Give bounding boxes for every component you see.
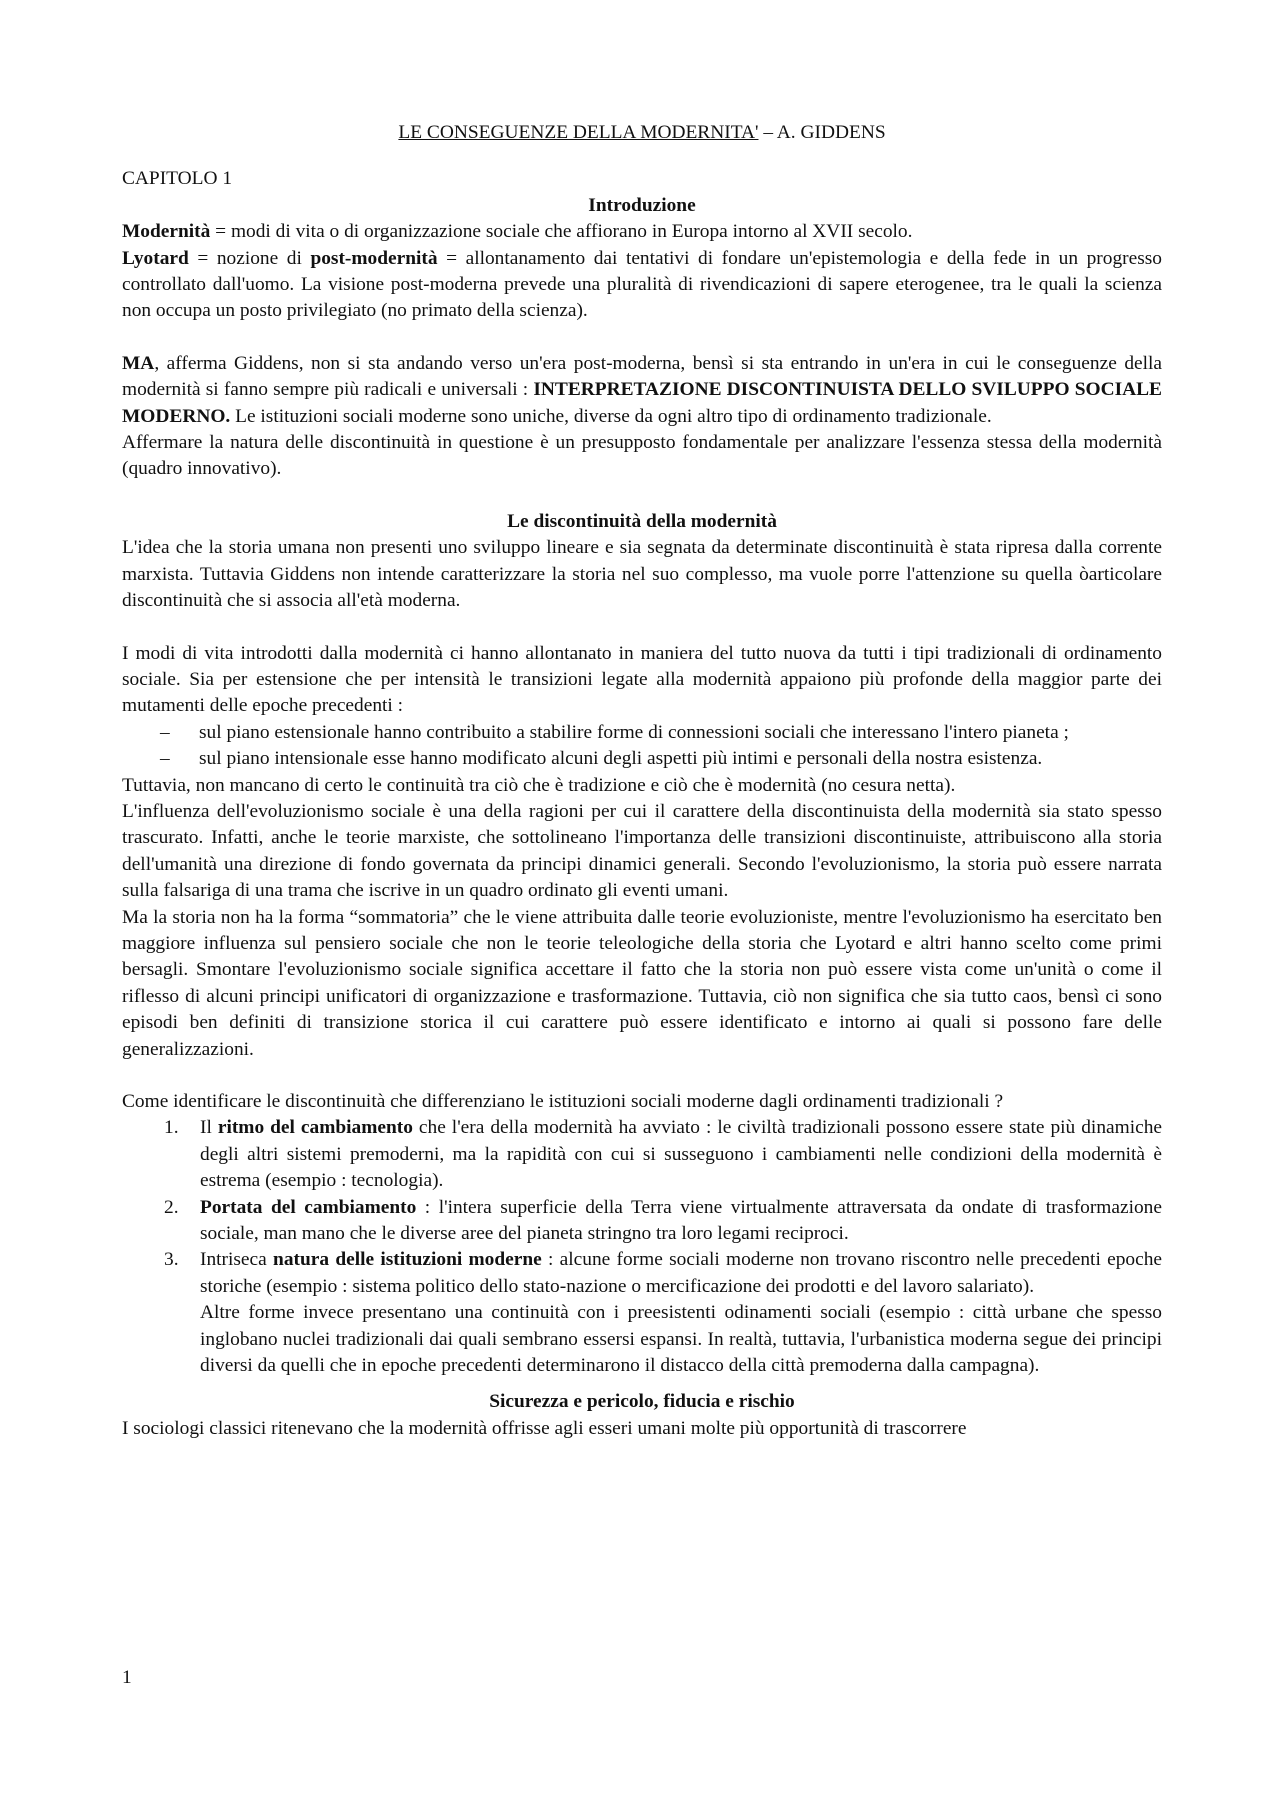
list-item: 3. Intriseca natura delle istituzioni moderne : alcune forme sociali moderne non trovano riscontro nelle precedenti epoche storiche (esempio : sistema politico dello stato-nazione o mercificazione dei prodotti e del lavoro salariato). [164,1249,1162,1297]
page-number: 1 [122,1667,132,1688]
list-item: 2. Portata del cambiamento : l'intera superficie della Terra viene virtualmente attraversata da ondate di trasformazione sociale, man mano che le diverse aree del pianeta stringno tra loro legami reciproci. [164,1196,1162,1245]
dash-marker: – [160,748,170,770]
title-main: LE CONSEGUENZE DELLA MODERNITA' [398,122,759,143]
paragraph: I modi di vita introdotti dalla modernità ci hanno allontanato in maniera del tutto nuova da tutti i tipi tradizionali di ordinamento sociale. Sia per estensione che per intensità le transizioni legate alla modernità appaiono più profonde della maggior parte dei mutamenti delle epoche precedenti : [122,642,1162,717]
list-item: – sul piano estensionale hanno contribuito a stabilire forme di connessioni sociali che interessano l'intero pianeta ; [122,720,1162,746]
list-item: 1. Il ritmo del cambiamento che l'era della modernità ha avviato : le civiltà tradizionali possono essere state più dinamiche degli altri sistemi premoderni, ma la rapidità con cui si susseguono i cambiamenti nelle condizioni della modernità è estrema (esempio : tecnologia). [164,1117,1163,1192]
paragraph: Modernità = modi di vita o di organizzazione sociale che affiorano in Europa intorno al XVII secolo. [122,221,913,243]
page-content [122,120,1162,1442]
dash-list [122,720,1162,773]
paragraph: L'idea che la storia umana non presenti uno sviluppo lineare e sia segnata da determinate discontinuità è stata ripresa dalla corrente marxista. Tuttavia Giddens non intende caratterizzare la storia nel suo complesso, ma vuole porre l'attenzione su quella òarticolare discontinuità che si associa all'età moderna. [122,537,1162,612]
term-ma: MA [122,352,155,374]
title-author: – A. GIDDENS [758,122,886,143]
numbered-list [122,1115,1162,1300]
paragraph: Ma la storia non ha la forma “sommatoria” che le viene attribuita dalle teorie evoluzioniste, mentre l'evoluzionismo ha esercitato ben maggiore influenza sul pensiero sociale che non le teorie teleologiche della storia che Lyotard e altri hanno scelto come primi bersagli. Smontare l'evoluzionismo sociale significa accettare il fatto che la storia non può essere vista come un'unità o come il riflesso di alcuni principi unificatori di organizzazione e trasformazione. Tuttavia, ciò non significa che sia tutto caos, bensì ci sono episodi ben definiti di transizione storica il cui carattere può essere identificato e intorno ai quali si possono fare delle generalizzazioni. [122,906,1162,1060]
section-heading-introduzione: Introduzione [588,194,696,216]
section-heading-sicurezza: Sicurezza e pericolo, fiducia e rischio [489,1391,795,1413]
emphasis-interpretazione: INTERPRETAZIONE DISCONTINUISTA DELLO SVILUPPO SOCIALE MODERNO. [122,379,1162,427]
paragraph: Come identificare le discontinuità che differenziano le istituzioni sociali moderne dagli ordinamenti tradizionali ? [122,1091,1004,1112]
chapter-label: CAPITOLO 1 [122,168,233,190]
number-marker: 1. [164,1117,179,1139]
term-modernita: Modernità [122,221,211,243]
list-item-continuation: Altre forme invece presentano una continuità con i preesistenti odinamenti sociali (esempio : città urbane che spesso inglobano nuclei tradizionali dai quali sembrano essersi espansi. In realtà, tuttavia, l'urbanistica moderna segue dei principi diversi da quelli che in epoche precedenti determinarono il distacco della città premoderna dalla campagna). [200,1302,1162,1377]
paragraph: L'influenza dell'evoluzionismo sociale è una della ragioni per cui il carattere della discontinuista della modernità sia stato spesso trascurato. Infatti, anche le teorie marxiste, che sottolineano l'importanza delle transizioni discontinuiste, attribuiscono alla storia dell'umanità una direzione di fondo governata da principi dinamici generali. Secondo l'evoluzionismo, la storia può essere narrata sulla falsariga di una trama che iscrive in un quadro ordinato gli eventi umani. [122,800,1162,902]
paragraph: MA, afferma Giddens, non si sta andando verso un'era post-moderna, bensì si sta entrando in un'era in cui le conseguenze della modernità si fanno sempre più radicali e universali : INTERPRETAZIONE DISCONTINUISTA DELLO SVILUPPO SOCIALE MODERNO. Le istituzioni sociali moderne sono uniche, diverse da ogni altro tipo di ordinamento tradizionale. [122,352,1162,427]
document-title [122,120,1162,146]
list-item: – sul piano intensionale esse hanno modificato alcuni degli aspetti più intimi e personali della nostra esistenza. [122,746,1162,772]
number-marker: 2. [164,1196,179,1218]
paragraph: Affermare la natura delle discontinuità in questione è un presupposto fondamentale per analizzare l'essenza stessa della modernità (quadro innovativo). [122,432,1162,480]
paragraph: I sociologi classici ritenevano che la modernità offrisse agli esseri umani molte più opportunità di trascorrere [122,1417,967,1439]
number-marker: 3. [164,1249,179,1271]
section-heading-discontinuita: Le discontinuità della modernità [507,510,777,532]
dash-marker: – [160,721,170,743]
term-lyotard: Lyotard [122,247,189,269]
paragraph: Tuttavia, non mancano di certo le continuità tra ciò che è tradizione e ciò che è modernità (no cesura netta). [122,774,956,796]
term-post-modernita: post-modernità [310,247,438,269]
paragraph: Lyotard = nozione di post-modernità = allontanamento dai tentativi di fondare un'epistemologia e della fede in un progresso controllato dall'uomo. La visione post-moderna prevede una pluralità di rivendicazioni di sapere eterogenee, tra le quali la scienza non occupa un posto privilegiato (no primato della scienza). [122,247,1162,322]
